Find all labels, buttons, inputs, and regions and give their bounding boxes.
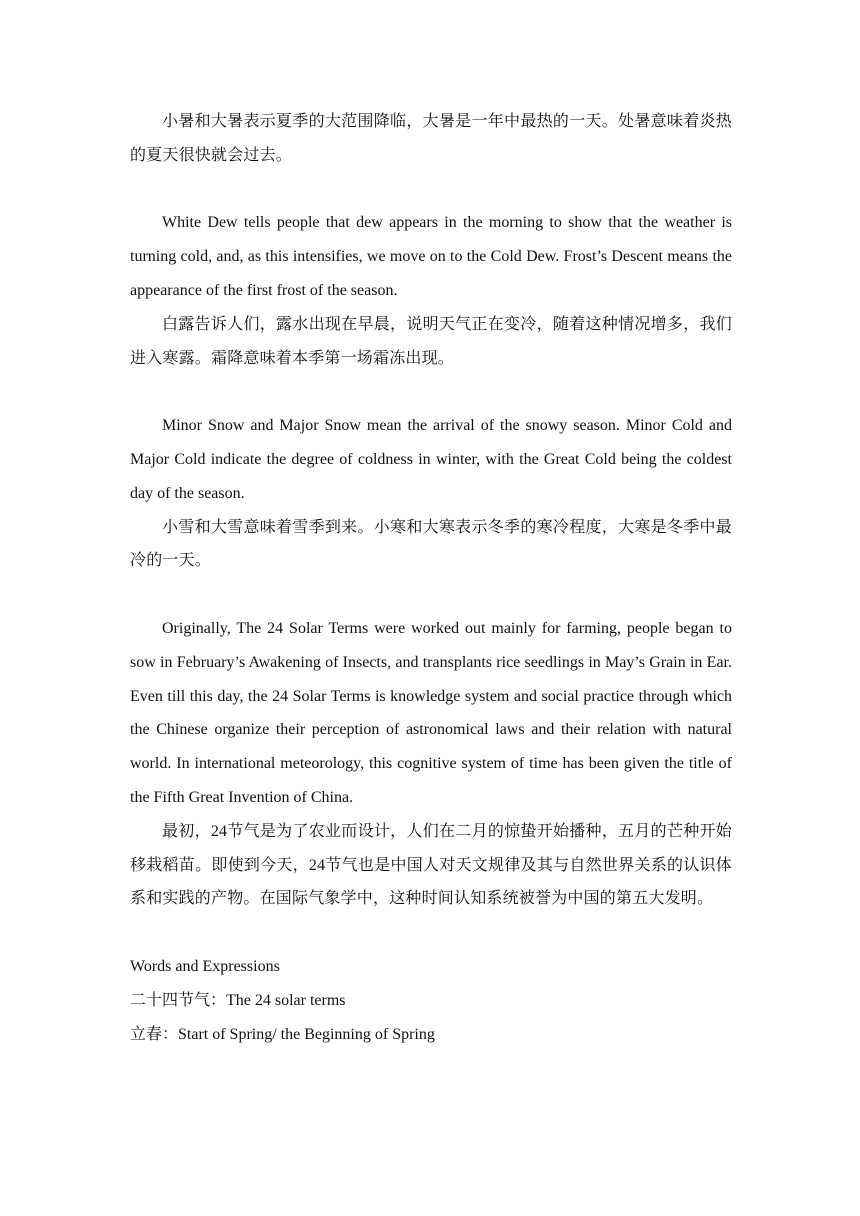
paragraph-origin-en: Originally, The 24 Solar Terms were worked out mainly for farming, people began to sow in February’s Awakening of Insects, and transplants rice seedlings in May’s Grain in Ear. Even till this day, the 24 Solar Terms is knowledge system and social practice through which the Chinese organize their perception of astronomical laws and their relation with natural world. In international meteorology, this cognitive system of time has been given the title of the Fifth Great Invention of China. xyxy=(130,619,732,806)
paragraph-white-dew-zh: 白露告诉人们，露水出现在早晨，说明天气正在变冷，随着这种情况增多，我们进入寒露。霜降意味着本季第一场霜冻出现。 xyxy=(130,315,732,367)
paragraph-snow-cold-zh: 小雪和大雪意味着雪季到来。小寒和大寒表示冬季的寒冷程度，大寒是冬季中最冷的一天。 xyxy=(130,518,732,570)
paragraph-spacer xyxy=(130,375,732,409)
document-page xyxy=(130,105,732,1051)
words-expressions-heading: Words and Expressions xyxy=(130,957,280,975)
paragraph-white-dew-en: White Dew tells people that dew appears in the morning to show that the weather is turning cold, and, as this intensifies, we move on to the Cold Dew. Frost’s Descent means the appearance of the first frost of the season. xyxy=(130,214,732,299)
paragraph-snow-cold-en: Minor Snow and Major Snow mean the arrival of the snowy season. Minor Cold and Major Cold indicate the degree of coldness in winter, with the Great Cold being the coldest day of the season. xyxy=(130,417,732,502)
paragraph-spacer xyxy=(130,916,732,950)
paragraph-spacer xyxy=(130,173,732,207)
paragraph-spacer xyxy=(130,578,732,612)
paragraph-origin-zh: 最初，24节气是为了农业而设计，人们在二月的惊蛰开始播种，五月的芒种开始移栽稻苗。即使到今天，24节气也是中国人对天文规律及其与自然世界关系的认识体系和实践的产物。在国际气象学中，这种时间认知系统被誉为中国的第五大发明。 xyxy=(130,822,732,908)
vocab-item-start-of-spring: 立春：Start of Spring/ the Beginning of Spring xyxy=(130,1025,435,1043)
vocab-item-solar-terms: 二十四节气：The 24 solar terms xyxy=(130,991,346,1009)
paragraph-summer-heat-zh: 小暑和大暑表示夏季的大范围降临，大暑是一年中最热的一天。处暑意味着炎热的夏天很快就会过去。 xyxy=(130,113,732,164)
